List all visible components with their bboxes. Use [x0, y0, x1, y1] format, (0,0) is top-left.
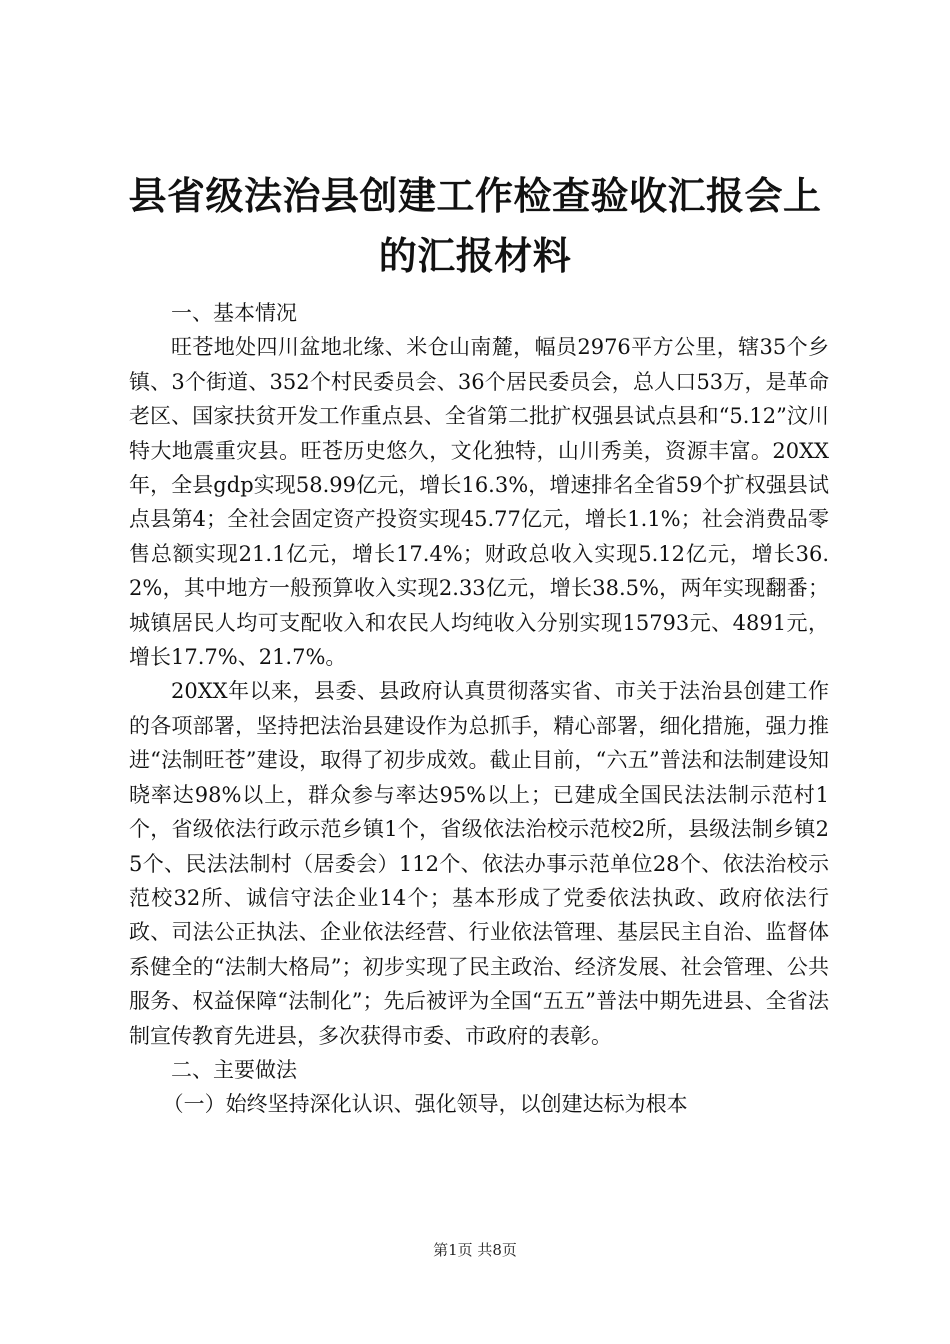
- paragraph-overview: 旺苍地处四川盆地北缘、米仓山南麓，幅员2976平方公里，辖35个乡镇、3个街道、352个村民委员会、36个居民委员会，总人口53万，是革命老区、国家扶贫开发工作重点县、全省第二批扩权强县试点县和“5.12”汶川特大地震重灾县。旺苍历史悠久，文化独特，山川秀美，资源丰富。20XX年，全县gdp实现58.99亿元，增长16.3%，增速排名全省59个扩权强县试点县第4；全社会固定资产投资实现45.77亿元，增长1.1%；社会消费品零售总额实现21.1亿元，增长17.4%；财政总收入实现5.12亿元，增长36.2%，其中地方一般预算收入实现2.33亿元，增长38.5%，两年实现翻番；城镇居民人均可支配收入和农民人均纯收入分别实现15793元、4891元，增长17.7%、21.7%。: [129, 335, 829, 670]
- page-number-footer: 第1页 共8页: [433, 1241, 517, 1259]
- document-body: [129, 296, 829, 1122]
- document-title: 县省级法治县创建工作检查验收汇报会上的汇报材料: [128, 174, 822, 278]
- section-heading-main-practices: 二、主要做法: [171, 1057, 297, 1082]
- subsection-heading-1: （一）始终坚持深化认识、强化领导，以创建达标为根本: [162, 1092, 688, 1117]
- paragraph-achievements: 20XX年以来，县委、县政府认真贯彻落实省、市关于法治县创建工作的各项部署，坚持把法治县建设作为总抓手，精心部署，细化措施，强力推进“法制旺苍”建设，取得了初步成效。截止目前，“六五”普法和法制建设知晓率达98%以上，群众参与率达95%以上；已建成全国民法法制示范村1个，省级依法行政示范乡镇1个，省级依法治校示范校2所，县级法制乡镇25个、民法法制村（居委会）112个、依法办事示范单位28个、依法治校示范校32所、诚信守法企业14个；基本形成了党委依法执政、政府依法行政、司法公正执法、企业依法经营、行业依法管理、基层民主自治、监督体系健全的“法制大格局”；初步实现了民主政治、经济发展、社会管理、公共服务、权益保障“法制化”；先后被评为全国“五五”普法中期先进县、全省法制宣传教育先进县，多次获得市委、市政府的表彰。: [129, 679, 829, 1048]
- section-heading-basic-situation: 一、基本情况: [171, 301, 297, 325]
